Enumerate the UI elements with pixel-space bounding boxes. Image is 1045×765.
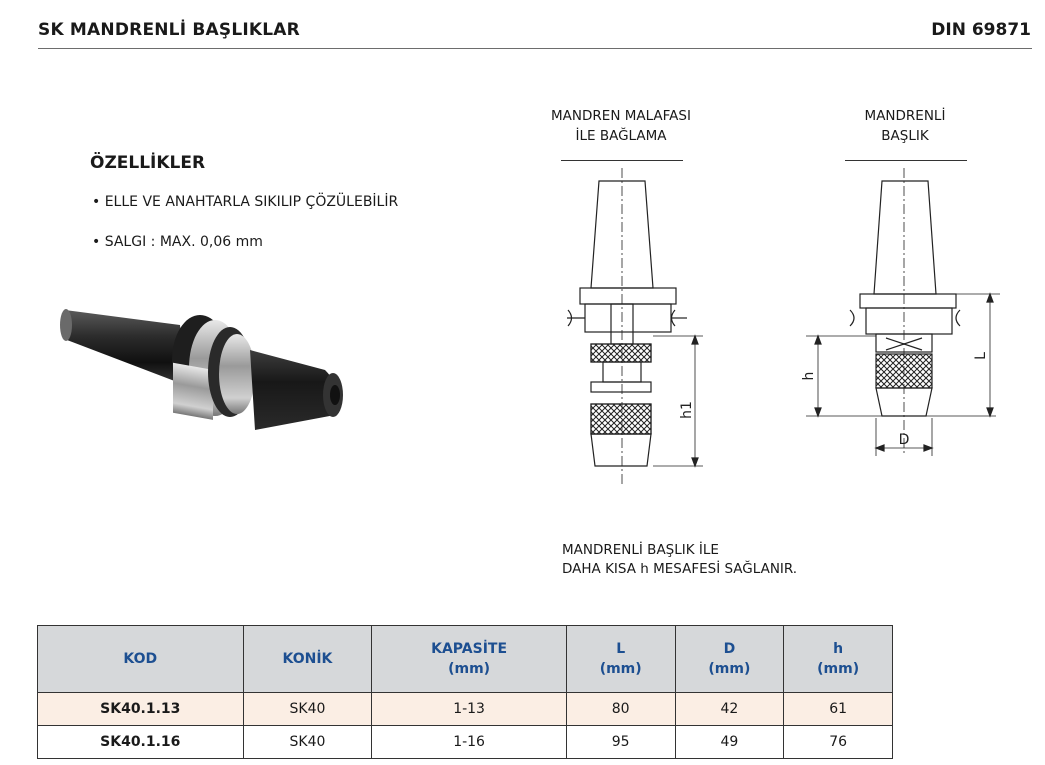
dimension-D-label: D	[898, 432, 910, 448]
feature-item: • SALGI : MAX. 0,06 mm	[92, 234, 263, 250]
table-header-row	[38, 626, 893, 693]
diagram-right-title	[835, 106, 975, 146]
table-row	[38, 726, 893, 759]
diagram-note	[562, 541, 797, 579]
cell-l: 80	[566, 693, 675, 726]
column-header-l: L (mm)	[566, 626, 675, 693]
column-header-konik: KONİK	[243, 626, 372, 693]
diagram-right-drawing	[800, 168, 1010, 458]
dimension-h1-label: h1	[679, 401, 695, 419]
dimension-h-label: h	[801, 371, 817, 381]
diagram-left-title-line2: İLE BAĞLAMA	[575, 128, 667, 144]
cell-konik: SK40	[243, 693, 372, 726]
cell-konik: SK40	[243, 726, 372, 759]
diagram-note-line2: DAHA KISA h MESAFESİ SAĞLANIR.	[562, 561, 798, 577]
diagram-right-title-line2: BAŞLIK	[881, 128, 929, 144]
diagram-left-drawing	[545, 168, 725, 488]
dimension-L-label: L	[973, 352, 989, 360]
cell-kapasite: 1-16	[372, 726, 567, 759]
cell-kapasite: 1-13	[372, 693, 567, 726]
diagram-right-title-line1: MANDRENLİ	[864, 108, 946, 124]
column-header-d: D (mm)	[675, 626, 784, 693]
cell-d: 49	[675, 726, 784, 759]
table-row	[38, 693, 893, 726]
standard-code: DIN 69871	[931, 20, 1031, 40]
cell-l: 95	[566, 726, 675, 759]
cell-h: 76	[784, 726, 893, 759]
diagram-left-underline	[561, 160, 683, 161]
diagram-right-underline	[845, 160, 967, 161]
cell-d: 42	[675, 693, 784, 726]
column-header-kapasite: KAPASİTE (mm)	[372, 626, 567, 693]
column-header-kod: KOD	[38, 626, 244, 693]
product-photo	[55, 290, 355, 445]
cell-h: 61	[784, 693, 893, 726]
page-title: SK MANDRENLİ BAŞLIKLAR	[38, 20, 300, 40]
column-header-h: h (mm)	[784, 626, 893, 693]
cell-kod: SK40.1.16	[38, 726, 244, 759]
spec-table	[37, 625, 893, 759]
diagram-left-title-line1: MANDREN MALAFASI	[551, 108, 691, 124]
diagram-left-title	[530, 106, 712, 146]
cell-kod: SK40.1.13	[38, 693, 244, 726]
feature-item: • ELLE VE ANAHTARLA SIKILIP ÇÖZÜLEBİLİR	[92, 194, 399, 210]
features-heading: ÖZELLİKLER	[90, 153, 206, 173]
header-divider	[38, 48, 1032, 49]
diagram-note-line1: MANDRENLİ BAŞLIK İLE	[562, 542, 719, 558]
